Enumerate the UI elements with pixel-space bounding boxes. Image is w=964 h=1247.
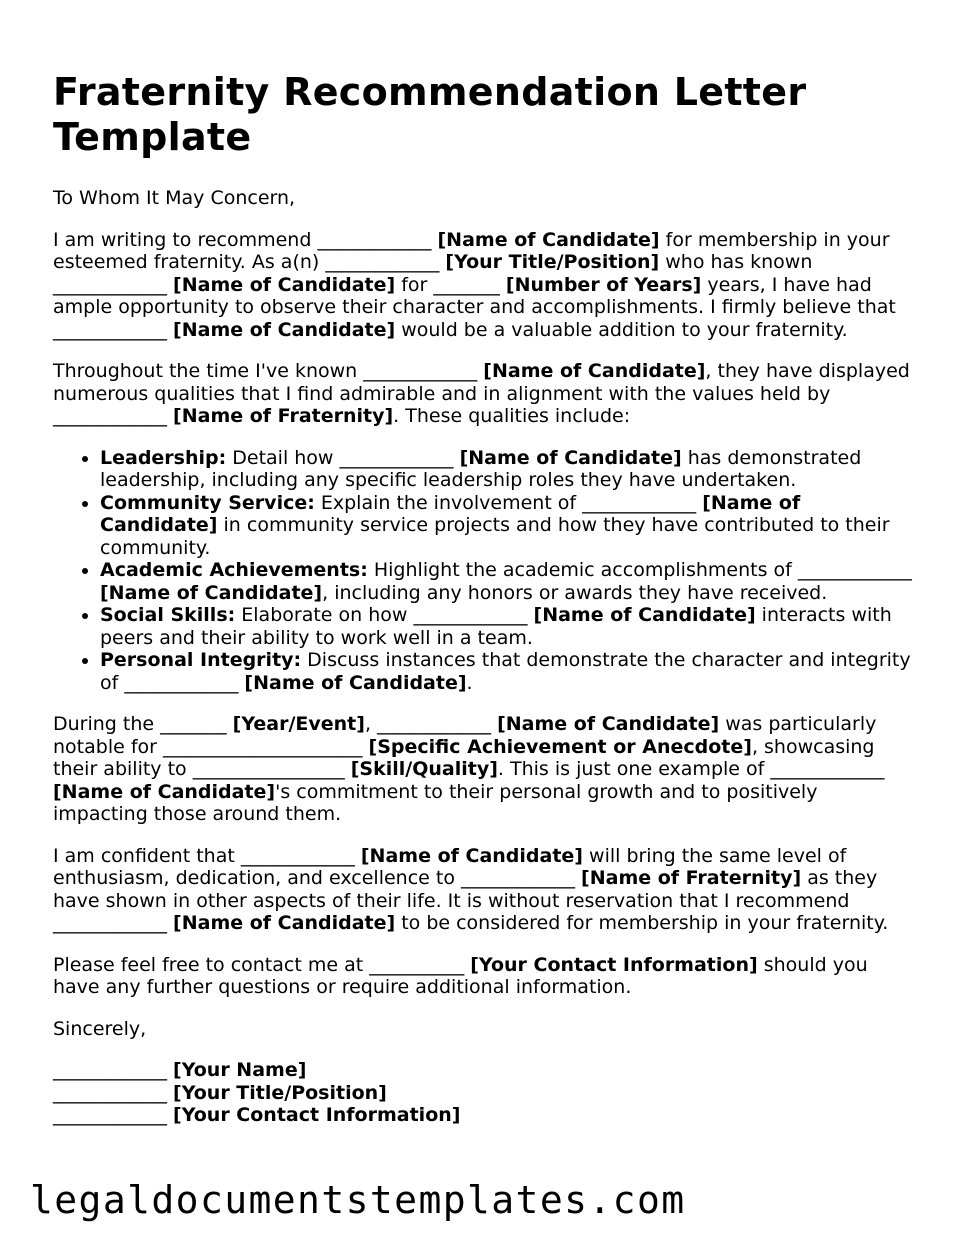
text: will bring the same level of enthusiasm, dedication, and excellence to ____________: [53, 844, 847, 889]
quality-label: Personal Integrity:: [100, 649, 302, 671]
placeholder-name-of-fraternity: [Name of Fraternity]: [173, 405, 394, 427]
placeholder-contact-information: [Your Contact Information]: [173, 1104, 461, 1126]
placeholder-name-of-candidate: [Name of Candidate]: [360, 844, 583, 867]
list-item: [100, 447, 915, 492]
quality-label: Academic Achievements:: [100, 559, 368, 581]
text: would be a valuable addition to your fraternity.: [395, 318, 848, 341]
quality-label: Social Skills:: [100, 604, 236, 626]
confidence-paragraph: [53, 845, 915, 935]
signature-line-title: [53, 1082, 915, 1105]
quality-label: Community Service:: [100, 491, 315, 514]
list-item: [100, 604, 915, 649]
signature-block: [53, 1059, 915, 1127]
placeholder-number-of-years: [Number of Years]: [505, 273, 702, 296]
text: to be considered for membership in your fraternity.: [395, 912, 889, 934]
text: should you have any further questions or require additional information.: [53, 953, 868, 998]
greeting: To Whom It May Concern,: [53, 187, 296, 209]
list-item: [100, 649, 915, 694]
text: . This is just one example of ____________: [497, 758, 885, 780]
text: for _______: [395, 273, 506, 296]
text: who has known ____________: [53, 251, 813, 296]
blank: ____________: [53, 1059, 174, 1081]
text: , ____________: [364, 713, 498, 735]
list-item: [100, 492, 915, 560]
footer-watermark: legaldocumentstemplates.com: [30, 1178, 686, 1222]
text: I am writing to recommend ____________: [53, 228, 438, 251]
placeholder-name-of-candidate: [Name of Candidate]: [173, 273, 396, 296]
placeholder-your-name: [Your Name]: [173, 1059, 307, 1081]
placeholder-your-title: [Your Title/Position]: [173, 1081, 387, 1104]
placeholder-name-of-fraternity: [Name of Fraternity]: [581, 867, 802, 889]
placeholder-name-of-candidate: [Name of Candidate]: [100, 581, 323, 604]
placeholder-name-of-candidate: [Name of Candidate]: [173, 912, 396, 934]
closing: Sincerely,: [53, 1017, 147, 1040]
text: was particularly notable for _____________________: [53, 713, 877, 758]
text: interacts with peers and their ability to work well in a team.: [100, 604, 892, 649]
placeholder-name-of-candidate: [Name of Candidate]: [533, 604, 756, 626]
signature-line-name: [53, 1059, 915, 1082]
text: Explain the involvement of ____________: [314, 491, 703, 514]
text: .: [466, 671, 473, 694]
letter-page: [53, 70, 915, 1127]
placeholder-contact-information: [Your Contact Information]: [470, 953, 758, 976]
placeholder-name-of-candidate: [Name of Candidate]: [244, 671, 467, 694]
text: . These qualities include:: [393, 405, 631, 427]
quality-label: Leadership:: [100, 446, 227, 469]
text: Discuss instances that demonstrate the character and integrity of ____________: [100, 649, 911, 694]
placeholder-skill-quality: [Skill/Quality]: [350, 758, 498, 780]
contact-paragraph: [53, 954, 915, 999]
blank: ____________: [53, 1104, 174, 1126]
qualities-intro-paragraph: [53, 360, 915, 428]
text: for membership in your esteemed fraternity. As a(n) ____________: [53, 228, 890, 273]
text: Please feel free to contact me at __________: [53, 953, 471, 976]
placeholder-your-title: [Your Title/Position]: [445, 251, 660, 273]
placeholder-specific-achievement: [Specific Achievement or Anecdote]: [368, 735, 752, 758]
text: in community service projects and how they have contributed to their community.: [100, 514, 890, 559]
placeholder-year-event: [Year/Event]: [232, 713, 365, 735]
qualities-list: [53, 447, 915, 695]
text: , they have displayed numerous qualities that I find admirable and in alignment with the values held by ____________: [53, 360, 910, 427]
placeholder-name-of-candidate: [Name of Candidate]: [100, 491, 801, 536]
text: as they have shown in other aspects of their life. It is without reservation that I recommend ____________: [53, 867, 878, 934]
placeholder-name-of-candidate: [Name of Candidate]: [497, 713, 720, 735]
text: Detail how ____________: [226, 446, 460, 469]
placeholder-name-of-candidate: [Name of Candidate]: [173, 318, 396, 341]
text: has demonstrated leadership, including any specific leadership roles they have undertaken.: [100, 446, 862, 491]
placeholder-name-of-candidate: [Name of Candidate]: [459, 446, 682, 469]
text: , including any honors or awards they have received.: [322, 581, 828, 604]
text: years, I have had ample opportunity to observe their character and accomplishments. I firmly believe that ____________: [53, 273, 896, 341]
text: 's commitment to their personal growth and to positively impacting those around them.: [53, 780, 818, 825]
page-title: Fraternity Recommendation Letter Template: [53, 70, 807, 159]
list-item: [100, 559, 915, 604]
anecdote-paragraph: [53, 713, 915, 826]
placeholder-name-of-candidate: [Name of Candidate]: [437, 228, 660, 251]
text: I am confident that ____________: [53, 844, 361, 867]
signature-line-contact: [53, 1104, 915, 1127]
blank: ____________: [53, 1081, 174, 1104]
intro-paragraph: [53, 229, 915, 342]
text: During the _______: [53, 713, 233, 735]
text: , showcasing their ability to ________________: [53, 735, 875, 780]
text: Elaborate on how ____________: [235, 604, 534, 626]
placeholder-name-of-candidate: [Name of Candidate]: [53, 780, 276, 803]
text: Highlight the academic accomplishments of ____________: [367, 559, 912, 581]
placeholder-name-of-candidate: [Name of Candidate]: [483, 360, 706, 382]
text: Throughout the time I've known ____________: [53, 360, 484, 382]
